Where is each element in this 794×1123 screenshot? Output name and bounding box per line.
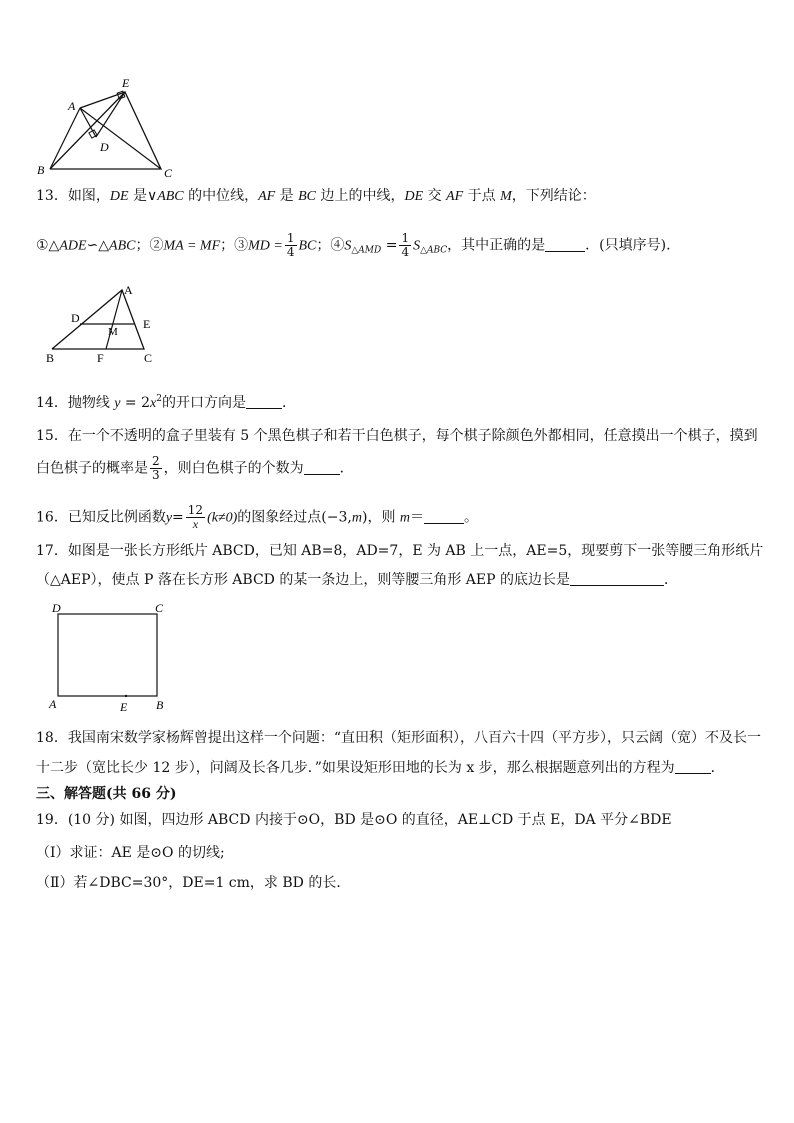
q19-line3: （Ⅱ）若∠DBC=30°，DE=1 cm，求 BD 的长． bbox=[36, 875, 351, 891]
q16-answer-blank[interactable] bbox=[424, 509, 464, 524]
q16-m: m bbox=[351, 510, 362, 526]
q13-answer-blank[interactable] bbox=[545, 237, 585, 252]
q13-text: 是 bbox=[275, 188, 299, 204]
q13-area-s: S bbox=[413, 238, 421, 254]
q14-text: ． bbox=[281, 395, 296, 411]
q16-fraction bbox=[186, 504, 205, 531]
q13-fraction-1-4b bbox=[399, 232, 411, 259]
q17-text: ． bbox=[663, 572, 678, 588]
q16-y: y bbox=[165, 510, 173, 526]
q13-option2: ；② bbox=[135, 237, 164, 254]
q16-k-condition: (k≠0) bbox=[207, 510, 238, 526]
q13-de: DE bbox=[109, 189, 129, 204]
q13-area-sub-abc: △ABC bbox=[420, 245, 448, 256]
q15-line1: 15．在一个不透明的盒子里装有 5 个黑色棋子和若干白色棋子，每个棋子除颜色外都相同，任意摸出一个棋子，摸到 bbox=[36, 428, 758, 444]
fraction-denominator: 4 bbox=[401, 245, 410, 259]
fig17-point-E bbox=[125, 695, 127, 697]
fig12-label-D: D bbox=[100, 140, 109, 154]
fraction-numerator: 12 bbox=[187, 503, 204, 517]
figure-q12-triangle bbox=[34, 74, 184, 178]
q16-text: )，则 bbox=[361, 509, 400, 526]
fig13-label-M: M bbox=[108, 326, 118, 338]
q14-text: 14．抛物线 bbox=[36, 395, 115, 411]
fig17-label-C: C bbox=[155, 601, 164, 615]
q16-text: 16．已知反比例函数 bbox=[36, 509, 166, 526]
q13-line1 bbox=[36, 186, 596, 207]
q13-equals: = bbox=[381, 237, 398, 254]
q13-text: ，下列结论： bbox=[511, 188, 596, 204]
q14-answer-blank[interactable] bbox=[246, 394, 282, 409]
q16-text: 的图象经过点(−3, bbox=[237, 509, 352, 526]
fig13-label-F: F bbox=[97, 351, 104, 365]
q15-text: ． bbox=[339, 460, 354, 477]
q13-text: 于点 bbox=[463, 188, 501, 204]
q13-md: MD = bbox=[248, 238, 283, 254]
fig13-label-B: B bbox=[46, 351, 55, 365]
q13-number: 13．如图， bbox=[36, 188, 110, 204]
q13-text: ，其中正确的是 bbox=[447, 237, 546, 254]
fig12-segment-AB bbox=[50, 108, 80, 169]
q18-line2 bbox=[36, 758, 725, 778]
q15-text: 白色棋子的概率是 bbox=[36, 460, 148, 477]
q16-equals: = bbox=[172, 509, 184, 526]
q13-de: DE bbox=[404, 189, 424, 204]
fig13-label-C: C bbox=[144, 351, 153, 365]
q13-ade: ADE bbox=[59, 238, 87, 254]
q13-line2 bbox=[36, 232, 671, 261]
q13-similar: ∽△ bbox=[86, 237, 110, 254]
q18-text: ． bbox=[710, 760, 725, 776]
q17-line2 bbox=[36, 570, 678, 590]
q18-line1: 18．我国南宋数学家杨辉曾提出这样一个问题：“直田积（矩形面积），八百六十四（平方步），只云阔（宽）不及长一 bbox=[36, 730, 761, 746]
q13-abc: ABC bbox=[157, 189, 184, 204]
q18-text: 十二步（宽比长少 12 步），问阔及长各几步．”如果设矩形田地的长为 x 步，那么根据题意列出的方程为 bbox=[36, 760, 675, 776]
figure-q17-rectangle bbox=[46, 598, 176, 716]
fraction-denominator: x bbox=[192, 517, 199, 531]
q15-answer-blank[interactable] bbox=[304, 460, 340, 475]
q13-fraction-1-4 bbox=[285, 232, 297, 259]
q13-text: 交 bbox=[423, 188, 447, 204]
q13-area-s: S bbox=[344, 238, 352, 254]
q13-text: 的中位线， bbox=[183, 188, 259, 204]
q16-m: m bbox=[399, 510, 411, 526]
q13-option4: ；④ bbox=[316, 237, 345, 254]
q13-bc: BC bbox=[298, 189, 317, 204]
fig13-label-E: E bbox=[143, 317, 151, 331]
fig12-label-E: E bbox=[122, 76, 130, 90]
q16-text: 。 bbox=[464, 509, 479, 526]
fraction-numerator: 1 bbox=[401, 231, 410, 245]
q16-equals: ＝ bbox=[410, 509, 425, 526]
q15-line2 bbox=[36, 455, 354, 482]
q16-line bbox=[36, 504, 478, 531]
q13-option1: ①△ bbox=[36, 237, 60, 254]
q13-area-sub-amd: △AMD bbox=[351, 245, 382, 256]
q14-line bbox=[36, 389, 296, 414]
q15-text: ，则白色棋子的个数为 bbox=[163, 460, 304, 477]
q17-text: （△AEP），使点 P 落在长方形 ABCD 的某一条边上，则等腰三角形 AEP 的底边长是 bbox=[36, 572, 570, 588]
q13-ma-mf: MA = MF bbox=[163, 238, 221, 254]
q13-af: AF bbox=[258, 189, 276, 204]
fig17-label-E: E bbox=[120, 700, 128, 714]
fig17-label-B: B bbox=[156, 698, 164, 712]
fig17-rectangle bbox=[58, 614, 157, 696]
q19-line1: 19．(10 分) 如图，四边形 ABCD 内接于⊙O，BD 是⊙O 的直径，AE⊥CD 于点 E，DA 平分∠BDE bbox=[36, 812, 672, 828]
fraction-numerator: 1 bbox=[286, 231, 295, 245]
fraction-denominator: 4 bbox=[286, 245, 295, 259]
q15-fraction bbox=[150, 455, 162, 482]
q14-text: 的开口方向是 bbox=[161, 395, 246, 411]
fig13-segment-AF bbox=[106, 290, 122, 349]
q13-option3: ；③ bbox=[220, 237, 249, 254]
fig13-outline bbox=[52, 290, 144, 349]
q13-text: ．(只填序号). bbox=[585, 237, 671, 254]
q13-text: 边上的中线， bbox=[316, 188, 405, 204]
fraction-numerator: 2 bbox=[152, 454, 160, 468]
q17-answer-blank[interactable] bbox=[570, 571, 664, 586]
q14-equals: = 2 bbox=[120, 395, 151, 411]
fig12-outline bbox=[50, 92, 161, 169]
fig12-segment-AE bbox=[80, 92, 125, 108]
q13-m: M bbox=[500, 189, 512, 204]
fig12-right-angle-E bbox=[117, 91, 125, 99]
q14-exponent: 2 bbox=[156, 394, 162, 404]
q13-bc: BC bbox=[298, 238, 317, 254]
fig17-label-D: D bbox=[52, 601, 61, 615]
fig12-segment-AD bbox=[80, 108, 96, 137]
q17-line1: 17．如图是一张长方形纸片 ABCD，已知 AB=8，AD=7，E 为 AB 上一点，AE=5，现要剪下一张等腰三角形纸片 bbox=[36, 543, 764, 559]
fig12-label-B: B bbox=[37, 163, 45, 177]
fig17-label-A: A bbox=[49, 697, 57, 711]
fig12-label-A: A bbox=[68, 99, 76, 113]
fraction-denominator: 3 bbox=[152, 468, 160, 482]
fig13-label-D: D bbox=[71, 311, 80, 325]
fig13-label-A: A bbox=[124, 283, 133, 297]
q13-abc: ABC bbox=[109, 238, 136, 254]
q13-af: AF bbox=[446, 189, 464, 204]
section-heading: 三、解答题(共 66 分) bbox=[36, 786, 177, 802]
q18-answer-blank[interactable] bbox=[675, 759, 711, 774]
figure-q13-triangle bbox=[44, 282, 164, 366]
q14-x: x bbox=[150, 396, 157, 411]
q14-y: y bbox=[114, 396, 121, 411]
q19-line2: （Ⅰ）求证：AE 是⊙O 的切线; bbox=[36, 845, 225, 861]
fig12-label-C: C bbox=[164, 166, 173, 178]
q13-text: 是∨ bbox=[128, 188, 158, 204]
